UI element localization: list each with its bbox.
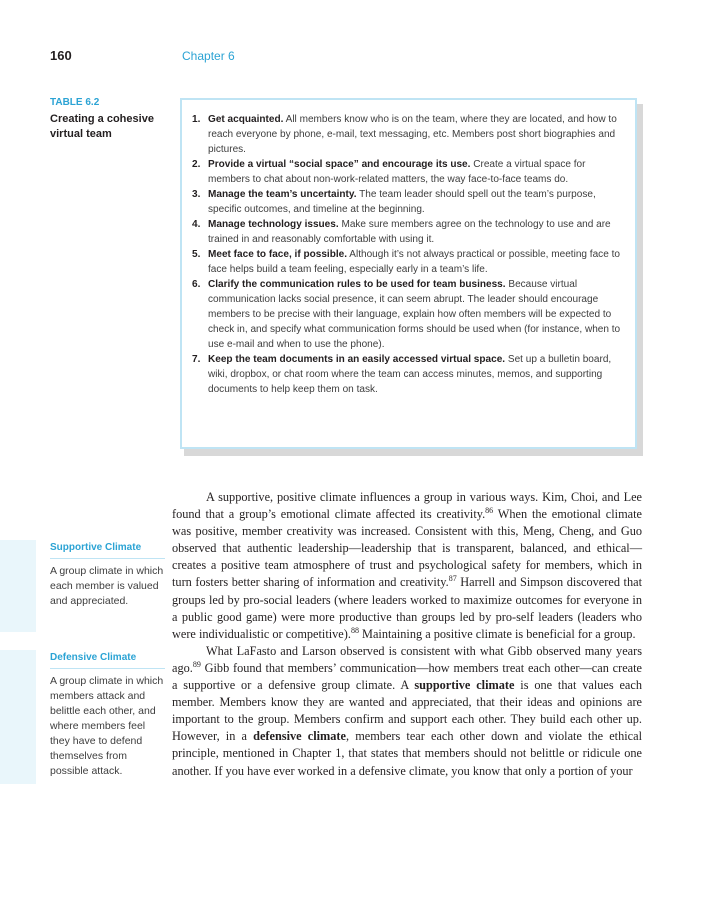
table-item <box>192 157 621 187</box>
item-heading: Keep the team documents in an easily accessed virtual space. <box>208 354 506 365</box>
item-text: Because virtual communication lacks social presence, it can seem abrupt. The leader should encourage members to be precise with their language, explain how often members will be expected to check in, and specify what communication forms should be used when (for instance, when to use e-mail and when to use the phone). <box>208 279 621 350</box>
sidebar-band <box>0 650 36 784</box>
table-title: Creating a cohesive virtual team <box>50 113 154 140</box>
glossary-definition: A group climate in which members attack and belittle each other, and where members feel they have to defend themselves from possible attack. <box>50 675 164 777</box>
table-item <box>192 352 621 397</box>
item-text: Make sure members agree on the technology to use and are trained in and reasonably comfortable with using it. <box>208 219 611 245</box>
item-number: 6. <box>192 279 201 290</box>
item-text: Set up a bulletin board, wiki, dropbox, or chat room where the team can access minutes, memos, and supporting documents to help keep them on task. <box>208 354 612 395</box>
text-run: Harrell and Simpson discovered that groups led by pro-social leaders (where leaders worked to maximize outcomes for everyone in a public good game) were more productive than groups led by pro-self leaders (leaders who were individualistic or competitive). <box>172 575 642 641</box>
item-text: Create a virtual space for members to chat about non-work-related matters, the way face-to-face teams do. <box>208 159 586 185</box>
item-heading: Meet face to face, if possible. <box>208 249 348 260</box>
item-number: 4. <box>192 219 201 230</box>
item-heading: Manage the team’s uncertainty. <box>208 189 357 200</box>
table-list <box>192 112 621 397</box>
text-run: Maintaining a positive climate is beneficial for a group. <box>358 626 636 641</box>
text-run: , members tear each other down and violate the ethical principle, mentioned in Chapter 1, that states that members should not belittle or ridicule one another. If you have ever worked in a defensive climate, you know that only a portion of your <box>172 729 642 778</box>
item-text: All members know who is on the team, where they are located, and how to reach everyone by phone, e-mail, text messaging, etc. Members post short biographies and pictures. <box>208 114 617 155</box>
item-heading: Manage technology issues. <box>208 219 339 230</box>
item-heading: Get acquainted. <box>208 114 284 125</box>
item-number: 1. <box>192 114 201 125</box>
glossary-term: Defensive Climate <box>50 652 137 663</box>
sidebar-band <box>0 540 36 632</box>
citation-ref: 86 <box>485 506 494 515</box>
glossary-term: Supportive Climate <box>50 542 142 553</box>
text-run: What LaFasto and Larson observed is consistent with what Gibb observed many years ago. <box>172 643 642 675</box>
item-text: The team leader should spell out the team’s purpose, specific outcomes, and timeline at the beginning. <box>208 189 596 215</box>
citation-ref: 88 <box>350 625 359 635</box>
item-number: 7. <box>192 354 201 365</box>
item-number: 3. <box>192 189 201 200</box>
glossary-definition: A group climate in which each member is valued and appreciated. <box>50 565 164 607</box>
glossary-divider <box>50 558 165 559</box>
table-box <box>180 98 637 449</box>
item-text: Although it’s not always practical or possible, meeting face to face helps build a team feeling, especially early in a team’s life. <box>208 249 620 275</box>
table-item <box>192 277 621 352</box>
body-text <box>172 489 642 780</box>
text-run: Gibb found that members’ communication—how members treat each other—can create a supportive or a defensive group climate. A <box>172 660 642 693</box>
item-heading: Provide a virtual “social space” and encourage its use. <box>208 159 471 170</box>
table-label: TABLE 6.2 <box>50 97 100 108</box>
item-number: 5. <box>192 249 201 260</box>
key-term: supportive climate <box>414 678 515 693</box>
item-heading: Clarify the communication rules to be used for team business. <box>208 279 506 290</box>
glossary-entry-defensive-climate <box>50 651 165 779</box>
table-item <box>192 217 621 247</box>
text-run: is one that values each member. Members know they are wanted and appreciated, that their ideas and opinions are important to the group. Members confirm and support each other. They build each other up. However, in a <box>172 678 642 744</box>
glossary-entry-supportive-climate <box>50 541 165 609</box>
page-number: 160 <box>50 48 72 63</box>
body-paragraph <box>172 643 642 780</box>
citation-ref: 89 <box>192 659 201 669</box>
table-item <box>192 187 621 217</box>
glossary-divider <box>50 668 165 669</box>
table-item <box>192 247 621 277</box>
body-paragraph <box>172 489 642 643</box>
item-number: 2. <box>192 159 201 170</box>
text-run: When the emotional climate was positive, member creativity was increased. Consistent with this, Meng, Cheng, and Guo observed that authentic leadership—leadership that is transparent, balanced, and ethical—creates a positive team atmosphere of trust and psychological safety for members, which in turn fosters better sharing of information and creativity. <box>172 507 642 590</box>
key-term: defensive climate <box>253 729 346 744</box>
citation-ref: 87 <box>448 574 457 584</box>
chapter-running-head: Chapter 6 <box>182 49 235 63</box>
table-caption <box>50 96 175 142</box>
table-item <box>192 112 621 157</box>
text-run: A supportive, positive climate influences a group in various ways. Kim, Choi, and Lee found that a group’s emotional climate affected its creativity. <box>172 490 642 522</box>
